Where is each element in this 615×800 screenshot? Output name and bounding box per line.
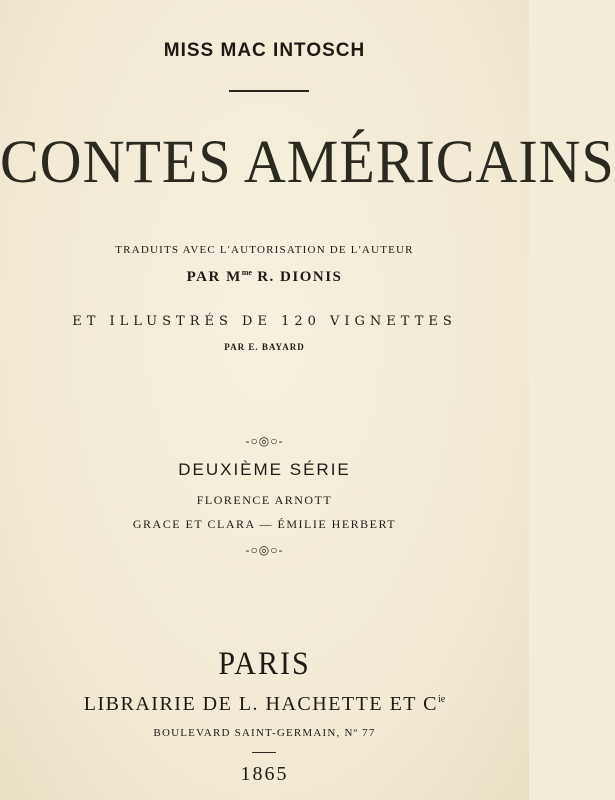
translator-prefix: PAR M bbox=[186, 269, 242, 285]
translator-title-sup: me bbox=[241, 268, 252, 277]
top-divider bbox=[229, 90, 309, 92]
bottom-divider bbox=[252, 752, 276, 753]
series-heading: DEUXIÈME SÉRIE bbox=[178, 460, 351, 479]
publisher-sup: ie bbox=[437, 694, 446, 705]
publisher-line bbox=[0, 693, 529, 716]
author-name: MISS MAC INTOSCH bbox=[163, 40, 366, 61]
illustrator-line: PAR E. BAYARD bbox=[224, 342, 305, 352]
story-title-1: FLORENCE ARNOTT bbox=[196, 493, 333, 507]
ornament-bottom: -○◎○- bbox=[245, 543, 284, 557]
publisher-main: LIBRAIRIE DE L. HACHETTE ET C bbox=[83, 693, 438, 715]
translator-line bbox=[0, 268, 529, 286]
translator-name: R. DIONIS bbox=[251, 269, 343, 285]
story-title-2: GRACE ET CLARA — ÉMILIE HERBERT bbox=[132, 517, 397, 531]
publisher-address: BOULEVARD SAINT-GERMAIN, Nº 77 bbox=[153, 727, 376, 739]
publication-city: PARIS bbox=[218, 645, 311, 682]
publication-year: 1865 bbox=[240, 763, 289, 785]
ornament-top: -○◎○- bbox=[245, 434, 284, 448]
illustrations-line: ET ILLUSTRÉS DE 120 VIGNETTES bbox=[72, 314, 457, 329]
translation-line: TRADUITS AVEC L'AUTORISATION DE L'AUTEUR bbox=[115, 244, 414, 256]
book-title: CONTES AMÉRICAINS bbox=[0, 127, 615, 196]
